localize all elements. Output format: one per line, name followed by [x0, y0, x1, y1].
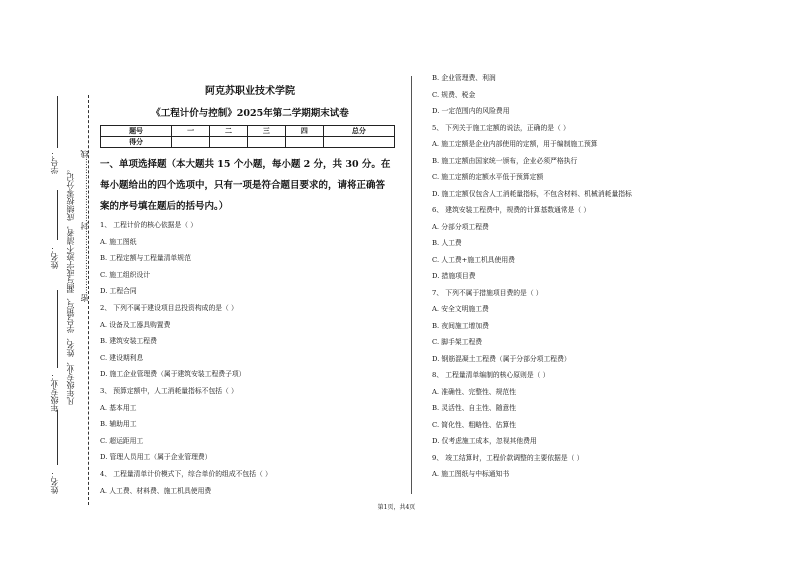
option-text: D. 管理人员用工（属于企业管理费） — [100, 453, 212, 462]
option-text: C. 规费、税金 — [432, 90, 476, 99]
name-line — [57, 190, 58, 240]
option-text: D. 仅考虑施工成本，忽视其他费用 — [432, 437, 537, 445]
score-row-label: 得分 — [101, 137, 172, 148]
score-header-cell: 一 — [172, 126, 210, 137]
section1-heading-line: 每小题给出的四个选项中，只有一项是符合题目要求的，请将正确答 — [100, 180, 386, 191]
option-text: A. 准确性、完整性、规范性 — [432, 387, 516, 396]
score-cell[interactable] — [210, 137, 248, 148]
score-table-header-row — [101, 126, 395, 137]
option-text: B. 夜间施工增加费 — [432, 321, 489, 330]
section1-heading-line: 一、单项选择题（本大题共 15 个小题，每小题 2 分，共 30 分。在 — [100, 159, 391, 170]
name-label: 姓名： — [50, 245, 59, 269]
grade-major-label: 年级专业： — [50, 372, 59, 412]
option-text: B. 辅助用工 — [100, 420, 137, 429]
column-divider — [411, 76, 412, 494]
option-text: C. 施工定额的定额水平低于预算定额 — [432, 173, 544, 181]
page-number: 第1页，共4页 — [377, 504, 416, 511]
question-text: 2、 下列不属于建设项目总投资构成的是（ ） — [100, 303, 238, 312]
score-header-cell: 四 — [285, 126, 323, 137]
score-header-cell: 三 — [247, 126, 285, 137]
student-id-line — [57, 96, 58, 148]
option-text: B. 建筑安装工程费 — [100, 337, 157, 346]
option-text: C. 超运距用工 — [100, 436, 144, 445]
option-text: B. 企业管理费、利润 — [432, 74, 496, 82]
option-text: D. 工程合同 — [100, 287, 137, 296]
score-header-cell: 总分 — [323, 126, 394, 137]
school-name: 阿克苏职业技术学院 — [205, 86, 295, 97]
option-text: D. 措施项目费 — [432, 272, 476, 280]
question-text: 8、 工程量清单编制的核心原则是（ ） — [432, 371, 550, 379]
right-column — [432, 70, 762, 483]
score-cell[interactable] — [323, 137, 394, 148]
option-text: B. 人工费 — [432, 239, 462, 247]
section1-heading — [100, 154, 400, 217]
option-text: D. 钢筋混凝土工程费（属于分部分项工程费） — [432, 354, 571, 363]
left-question-list — [100, 217, 400, 499]
question-text: 4、 工程量清单计价模式下，综合单价的组成不包括（ ） — [100, 469, 272, 478]
exam-title: 《工程计价与控制》2025年第二学期期末试卷 — [151, 108, 349, 119]
option-text: C. 脚手架工程费 — [432, 338, 483, 346]
question-text: 3、 预算定额中，人工消耗量指标不包括（ ） — [100, 386, 238, 395]
score-cell[interactable] — [247, 137, 285, 148]
question-text: 7、 下列不属于措施项目费的是（ ） — [432, 288, 543, 297]
option-text: A. 安全文明施工费 — [432, 305, 489, 313]
option-text: C. 建设期利息 — [100, 353, 144, 362]
notice-text: 凡年级专业、姓名、学号错写、漏写或字迹不清者，成绩按零分记。 — [66, 165, 75, 405]
option-text: B. 施工定额由国家统一颁布，企业必须严格执行 — [432, 156, 578, 165]
option-text: C. 简化性、粗略性、估算性 — [432, 420, 517, 429]
left-column — [100, 78, 400, 499]
option-text: D. 施工定额仅包含人工消耗量指标，不包含材料、机械消耗量指标 — [432, 189, 632, 198]
option-text: C. 人工费+施工机具使用费 — [432, 255, 515, 264]
section1-heading-line: 案的序号填在题后的括号内。） — [100, 201, 229, 212]
score-cell[interactable] — [285, 137, 323, 148]
option-text: A. 施工定额是企业内部使用的定额，用于编制施工预算 — [432, 140, 598, 148]
option-text: A. 施工图纸与中标通知书 — [432, 470, 510, 478]
question-text: 6、 建筑安装工程费中，规费的计算基数通常是（ ） — [432, 206, 591, 214]
option-text: A. 设备及工器具购置费 — [100, 320, 171, 329]
grade-major-line — [57, 290, 58, 368]
seal-line-text: 密……………………封……………………线 — [80, 150, 89, 302]
option-text: B. 灵活性、自主性、随意性 — [432, 404, 517, 412]
question-text: 1、 工程计价的核心依据是（ ） — [100, 221, 198, 229]
option-text: D. 一定范围内的风险费用 — [432, 107, 510, 115]
student-id-label: 学号： — [50, 150, 59, 174]
option-text: A. 分部分项工程费 — [432, 222, 489, 231]
score-cell[interactable] — [172, 137, 210, 148]
option-text: B. 工程定额与工程量清单规范 — [100, 254, 191, 263]
question-text: 9、 竣工结算时，工程价款调整的主要依据是（ ） — [432, 453, 584, 462]
option-text: A. 人工费、材料费、施工机具使用费 — [100, 486, 212, 495]
binding-margin — [0, 0, 100, 561]
option-text: A. 施工图纸 — [100, 237, 137, 246]
score-header-cell: 题号 — [101, 126, 172, 137]
name-bottom-label: 姓名： — [50, 470, 59, 494]
seal-dashed-line — [88, 95, 89, 505]
option-text: C. 施工组织设计 — [100, 270, 151, 279]
score-table — [100, 125, 395, 148]
option-text: A. 基本用工 — [100, 403, 137, 412]
name-bottom-line — [57, 410, 58, 465]
score-header-cell: 二 — [210, 126, 248, 137]
question-text: 5、 下列关于施工定额的说法，正确的是（ ） — [432, 123, 570, 132]
score-table-score-row — [101, 137, 395, 148]
option-text: D. 施工企业管理费（属于建筑安装工程费子项） — [100, 370, 246, 379]
